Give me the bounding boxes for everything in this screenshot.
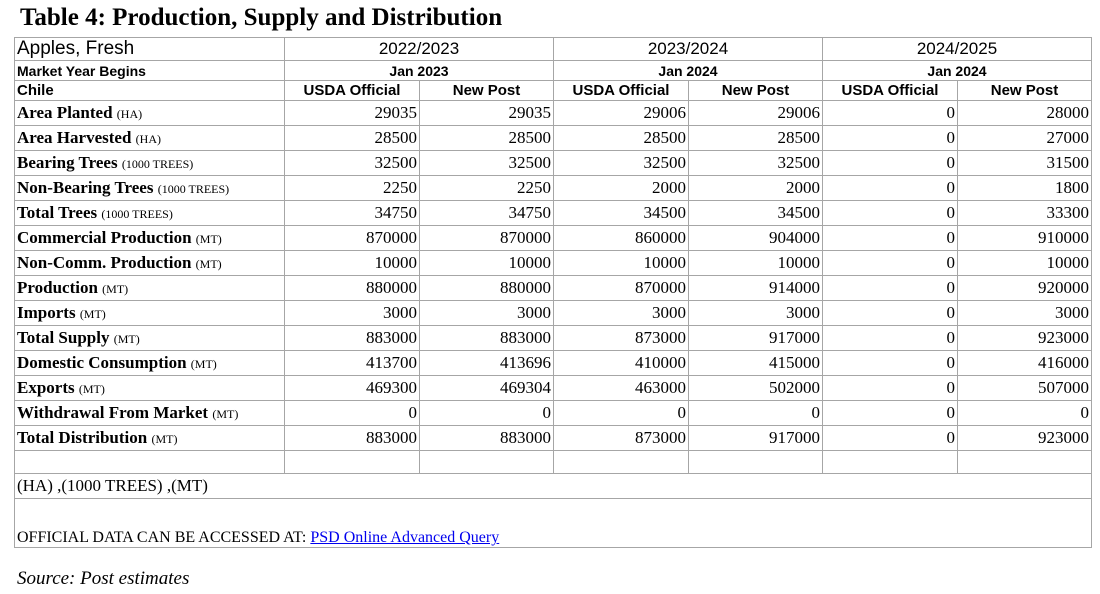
row-label [15, 376, 285, 401]
table-cell: 32500 [554, 151, 689, 176]
year-header-1: 2022/2023 [285, 38, 554, 61]
row-label [15, 201, 285, 226]
table-cell: 873000 [554, 426, 689, 451]
table-row [15, 301, 1092, 326]
row-label-text: Commercial Production [17, 228, 192, 247]
table-cell: 914000 [689, 276, 823, 301]
row-label-text: Domestic Consumption [17, 353, 187, 372]
table-cell: 0 [554, 401, 689, 426]
table-cell: 469300 [285, 376, 420, 401]
table-cell: 870000 [420, 226, 554, 251]
row-label-text: Area Planted [17, 103, 113, 122]
row-label-text: Exports [17, 378, 75, 397]
table-cell: 0 [823, 376, 958, 401]
table-cell: 880000 [285, 276, 420, 301]
table-cell: 28500 [420, 126, 554, 151]
table-cell: 0 [823, 176, 958, 201]
row-unit: (MT) [78, 382, 105, 396]
row-unit: (1000 TREES) [121, 157, 194, 171]
row-unit: (MT) [195, 257, 222, 271]
col-new-post: New Post [689, 81, 823, 101]
table-row [15, 276, 1092, 301]
row-unit: (HA) [116, 107, 143, 121]
table-cell: 10000 [554, 251, 689, 276]
table-cell: 860000 [554, 226, 689, 251]
table-cell: 3000 [554, 301, 689, 326]
table-cell: 32500 [689, 151, 823, 176]
table-cell: 0 [823, 426, 958, 451]
table-row [15, 376, 1092, 401]
table-cell: 0 [958, 401, 1092, 426]
table-cell: 507000 [958, 376, 1092, 401]
row-unit: (MT) [79, 307, 106, 321]
table-cell: 0 [689, 401, 823, 426]
table-cell: 920000 [958, 276, 1092, 301]
table-cell: 2250 [420, 176, 554, 201]
table-cell: 0 [823, 101, 958, 126]
market-year-label: Market Year Begins [15, 61, 285, 81]
row-unit: (HA) [135, 132, 161, 146]
row-label-text: Area Harvested [17, 128, 132, 147]
table-cell: 917000 [689, 426, 823, 451]
row-label-text: Imports [17, 303, 76, 322]
table-cell: 0 [285, 401, 420, 426]
psd-table [14, 37, 1092, 548]
row-label-text: Withdrawal From Market [17, 403, 209, 422]
row-label-text: Total Supply [17, 328, 110, 347]
units-note-row [15, 474, 1092, 499]
table-cell: 415000 [689, 351, 823, 376]
spacer-row [15, 451, 1092, 474]
table-row [15, 251, 1092, 276]
table-cell: 883000 [285, 426, 420, 451]
row-label-text: Production [17, 278, 98, 297]
table-cell: 1800 [958, 176, 1092, 201]
table-row [15, 426, 1092, 451]
table-cell: 34750 [285, 201, 420, 226]
row-label [15, 426, 285, 451]
table-cell: 32500 [285, 151, 420, 176]
table-row [15, 226, 1092, 251]
row-label [15, 401, 285, 426]
row-label [15, 126, 285, 151]
year-header-2: 2023/2024 [554, 38, 823, 61]
table-row [15, 401, 1092, 426]
table-cell: 2000 [554, 176, 689, 201]
table-cell: 34500 [689, 201, 823, 226]
table-cell: 0 [823, 126, 958, 151]
row-unit: (MT) [113, 332, 140, 346]
table-cell: 34500 [554, 201, 689, 226]
row-label-text: Total Distribution [17, 428, 148, 447]
commodity-label: Apples, Fresh [15, 38, 285, 61]
table-cell: 29035 [420, 101, 554, 126]
table-cell: 3000 [420, 301, 554, 326]
table-cell: 910000 [958, 226, 1092, 251]
table-cell: 0 [823, 301, 958, 326]
psd-online-link[interactable]: PSD Online Advanced Query [310, 529, 500, 546]
table-title: Table 4: Production, Supply and Distribution [20, 4, 503, 31]
table-cell: 883000 [420, 326, 554, 351]
table-cell: 3000 [689, 301, 823, 326]
col-new-post: New Post [420, 81, 554, 101]
table-cell: 0 [420, 401, 554, 426]
row-label-text: Non-Comm. Production [17, 253, 192, 272]
table-cell: 880000 [420, 276, 554, 301]
header-row-market-year [15, 61, 1092, 81]
col-usda-official: USDA Official [285, 81, 420, 101]
row-unit: (1000 TREES) [157, 182, 230, 196]
table-row [15, 101, 1092, 126]
table-cell: 0 [823, 351, 958, 376]
row-label [15, 276, 285, 301]
row-label [15, 301, 285, 326]
table-cell: 870000 [285, 226, 420, 251]
row-unit: (MT) [151, 432, 178, 446]
table-cell: 28500 [285, 126, 420, 151]
table-cell: 10000 [285, 251, 420, 276]
table-cell: 0 [823, 251, 958, 276]
col-usda-official: USDA Official [554, 81, 689, 101]
row-label [15, 176, 285, 201]
row-unit: (1000 TREES) [101, 207, 173, 221]
row-unit: (MT) [195, 232, 222, 246]
table-cell: 416000 [958, 351, 1092, 376]
market-year-begins-1: Jan 2023 [285, 61, 554, 81]
table-cell: 0 [823, 276, 958, 301]
table-cell: 0 [823, 151, 958, 176]
table-cell: 883000 [285, 326, 420, 351]
table-cell: 34750 [420, 201, 554, 226]
table-cell: 917000 [689, 326, 823, 351]
col-usda-official: USDA Official [823, 81, 958, 101]
table-cell: 28500 [554, 126, 689, 151]
table-cell: 3000 [285, 301, 420, 326]
table-cell: 413696 [420, 351, 554, 376]
row-unit: (MT) [212, 407, 239, 421]
table-row [15, 326, 1092, 351]
table-row [15, 126, 1092, 151]
table-row [15, 201, 1092, 226]
table-row [15, 176, 1092, 201]
table-cell: 28500 [689, 126, 823, 151]
table-cell: 0 [823, 226, 958, 251]
table-cell: 31500 [958, 151, 1092, 176]
table-cell: 502000 [689, 376, 823, 401]
row-label [15, 251, 285, 276]
row-label [15, 351, 285, 376]
header-row-columns [15, 81, 1092, 101]
table-cell: 3000 [958, 301, 1092, 326]
table-cell: 413700 [285, 351, 420, 376]
table-cell: 2000 [689, 176, 823, 201]
row-label [15, 101, 285, 126]
table-cell: 28000 [958, 101, 1092, 126]
row-label-text: Total Trees [17, 203, 98, 222]
table-cell: 923000 [958, 426, 1092, 451]
row-label-text: Non-Bearing Trees [17, 178, 154, 197]
table-cell: 10000 [689, 251, 823, 276]
row-unit: (MT) [102, 282, 129, 296]
official-data-text: OFFICIAL DATA CAN BE ACCESSED AT: [17, 529, 311, 546]
year-header-3: 2024/2025 [823, 38, 1092, 61]
table-cell: 469304 [420, 376, 554, 401]
table-cell: 923000 [958, 326, 1092, 351]
table-cell: 0 [823, 201, 958, 226]
source-note: Source: Post estimates [17, 568, 190, 589]
table-cell: 2250 [285, 176, 420, 201]
table-cell: 29035 [285, 101, 420, 126]
table-cell: 32500 [420, 151, 554, 176]
row-unit: (MT) [190, 357, 217, 371]
country-label: Chile [15, 81, 285, 101]
table-cell: 873000 [554, 326, 689, 351]
table-cell: 29006 [689, 101, 823, 126]
table-cell: 29006 [554, 101, 689, 126]
table-cell: 33300 [958, 201, 1092, 226]
table-row [15, 151, 1092, 176]
table-cell: 10000 [420, 251, 554, 276]
table-cell: 904000 [689, 226, 823, 251]
table-cell: 27000 [958, 126, 1092, 151]
row-label [15, 151, 285, 176]
table-cell: 10000 [958, 251, 1092, 276]
table-cell: 870000 [554, 276, 689, 301]
official-data-cell [15, 499, 1092, 548]
table-row [15, 351, 1092, 376]
table-cell: 0 [823, 326, 958, 351]
row-label [15, 226, 285, 251]
table-cell: 410000 [554, 351, 689, 376]
table-cell: 463000 [554, 376, 689, 401]
row-label [15, 326, 285, 351]
header-row-years [15, 38, 1092, 61]
col-new-post: New Post [958, 81, 1092, 101]
market-year-begins-2: Jan 2024 [554, 61, 823, 81]
table-cell: 883000 [420, 426, 554, 451]
table-cell: 0 [823, 401, 958, 426]
row-label-text: Bearing Trees [17, 153, 118, 172]
units-note: (HA) ,(1000 TREES) ,(MT) [15, 474, 1092, 499]
market-year-begins-3: Jan 2024 [823, 61, 1092, 81]
official-data-row [15, 499, 1092, 548]
